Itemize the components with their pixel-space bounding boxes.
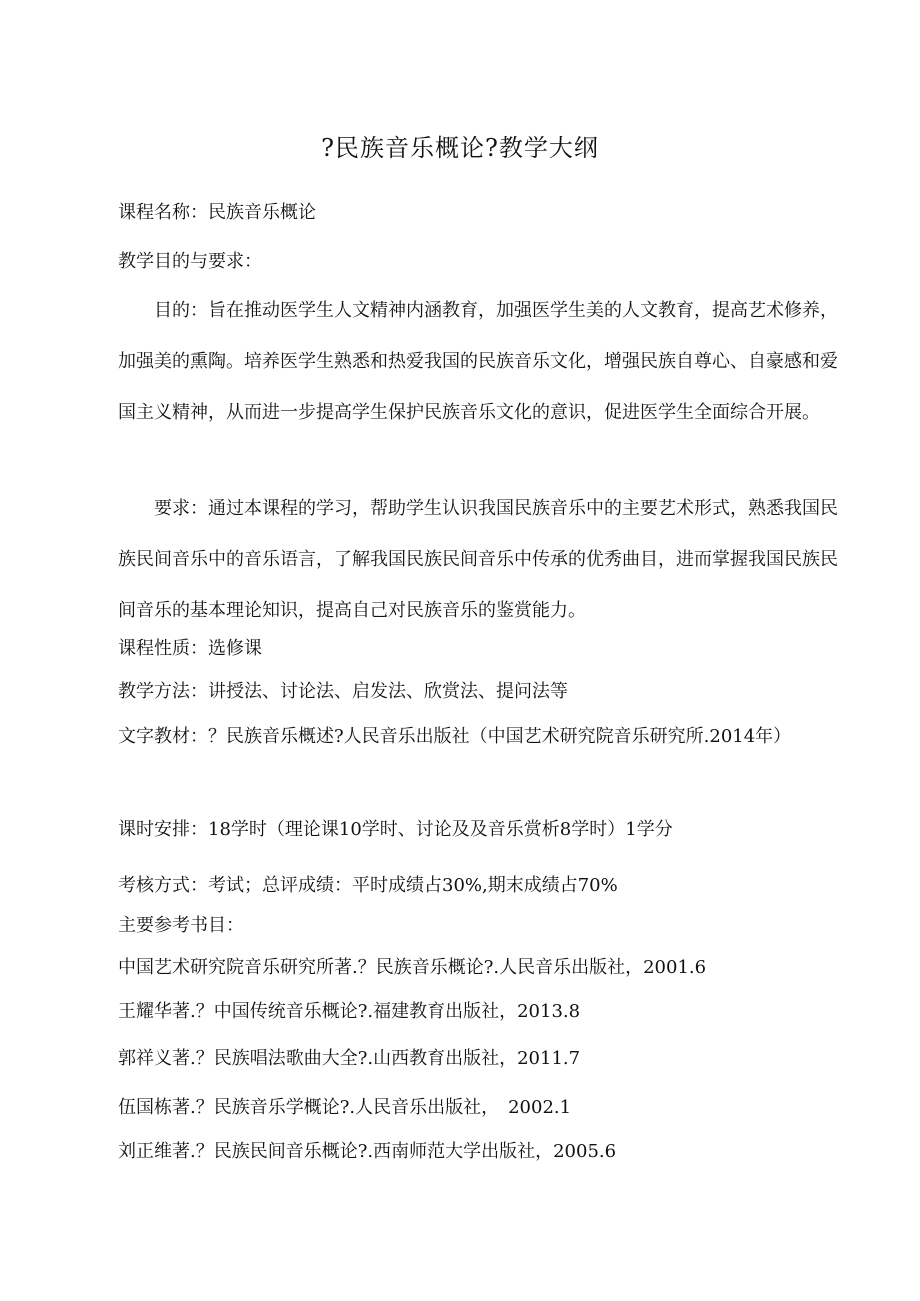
course-name: 课程名称：民族音乐概论 (118, 202, 316, 223)
assessment: 考核方式：考试；总评成绩：平时成绩占30%,期末成绩占70% (118, 875, 618, 896)
reference-item: 郭祥义著.？民族唱法歌曲大全?.山西教育出版社，2011.7 (118, 1048, 581, 1069)
purpose-paragraph: 目的：旨在推动医学生人文精神内涵教育，加强医学生美的人文教育，提高艺术修养，加强美的熏陶。培养医学生熟悉和热爱我国的民族音乐文化，增强民族自尊心、自豪感和爱国主义精神，从而进一步提高学生保护民族音乐文化的意识，促进医学生全面综合开展。 (118, 300, 838, 423)
teaching-methods: 教学方法：讲授法、讨论法、启发法、欣赏法、提问法等 (118, 681, 568, 702)
references-heading: 主要参考书目： (118, 915, 244, 936)
requirement-paragraph: 要求：通过本课程的学习，帮助学生认识我国民族音乐中的主要艺术形式，熟悉我国民族民间音乐中的音乐语言，了解我国民族民间音乐中传承的优秀曲目，进而掌握我国民族民间音乐的基本理论知识，提高自己对民族音乐的鉴赏能力。 (118, 498, 838, 621)
reference-item: 刘正维著.？民族民间音乐概论?.西南师范大学出版社，2005.6 (118, 1141, 617, 1162)
objectives-heading: 教学目的与要求： (118, 251, 262, 272)
course-nature: 课程性质：选修课 (118, 638, 262, 659)
reference-item: 中国艺术研究院音乐研究所著.？民族音乐概论?.人民音乐出版社，2001.6 (118, 957, 707, 978)
schedule: 课时安排：18学时（理论课10学时、讨论及及音乐赏析8学时）1学分 (118, 819, 673, 840)
reference-item: 伍国栋著.？民族音乐学概论?.人民音乐出版社， 2002.1 (118, 1097, 572, 1118)
document-title: ?民族音乐概论?教学大纲 (321, 134, 599, 162)
textbook: 文字教材：？民族音乐概述?人民音乐出版社（中国艺术研究院音乐研究所.2014年） (118, 726, 792, 747)
reference-item: 王耀华著.？中国传统音乐概论?.福建教育出版社，2013.8 (118, 1001, 581, 1022)
